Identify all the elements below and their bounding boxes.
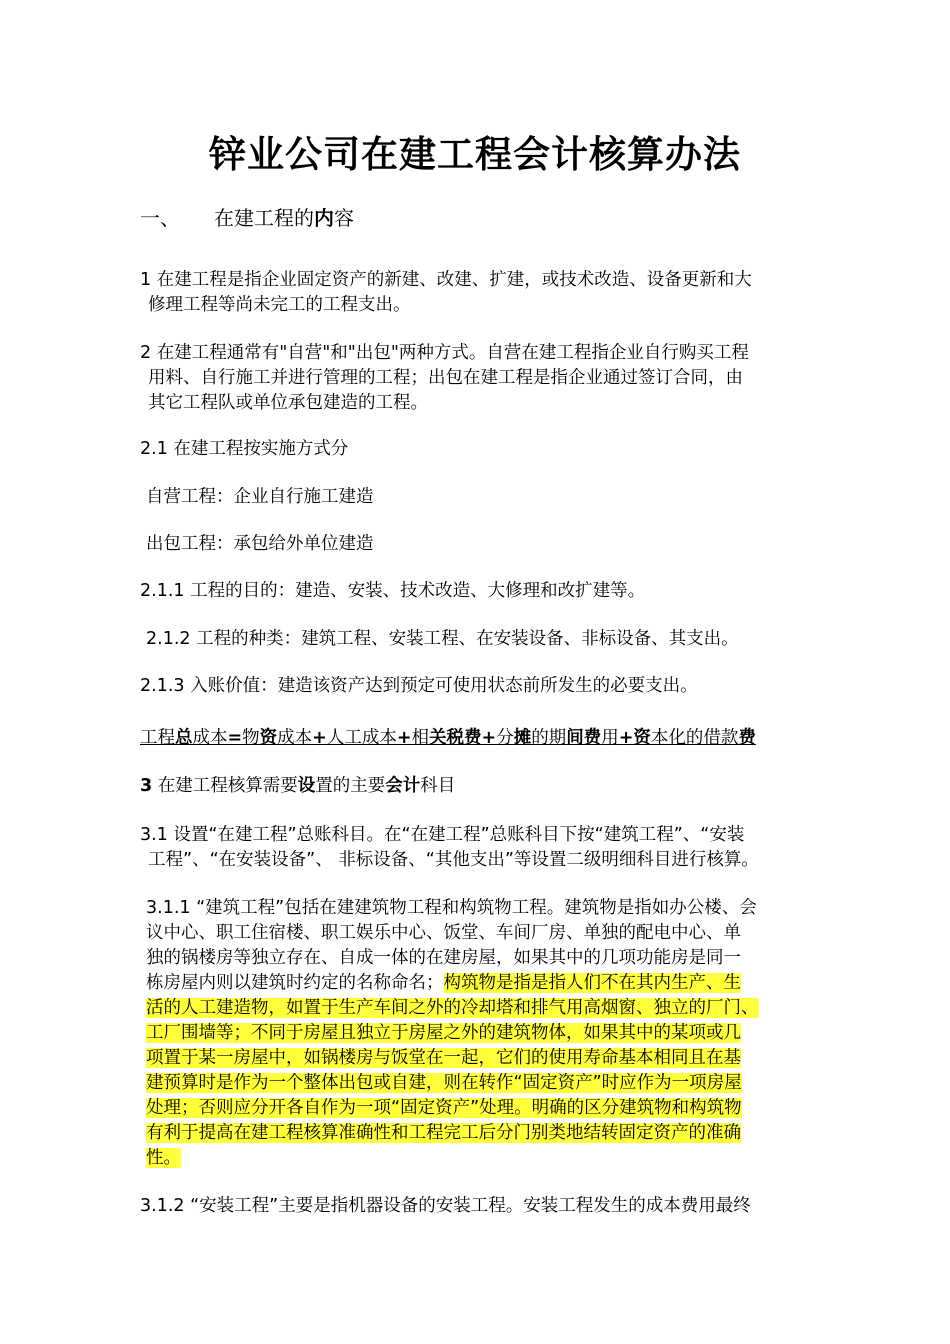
highlighted-line: 性。 <box>146 1148 181 1168</box>
section-number: 一、 <box>140 206 180 230</box>
paragraph-3-1-1-line-2: 议中心、职工住宿楼、职工娱乐中心、饭堂、车间厂房、单独的配电中心、单 <box>146 923 741 943</box>
section-heading-1: 一、 在建工程的内容 <box>140 206 354 230</box>
paragraph-2-1: 2.1 在建工程按实施方式分 <box>140 439 349 459</box>
highlighted-line: 项置于某一房屋中，如锅楼房与饭堂在一起，它们的使用寿命基本相同且在基 <box>146 1048 741 1068</box>
paragraph-2-1-3: 2.1.3 入账价值：建造该资产达到预定可使用状态前所发生的必要支出。 <box>140 676 698 696</box>
paragraph-2-1-2: 2.1.2 工程的种类：建筑工程、安装工程、在安装设备、非标设备、其支出。 <box>146 629 739 649</box>
paragraph-3-1-line-1: 3.1 设置“在建工程”总账科目。在“在建工程”总账科目下按“建筑工程”、“安装 <box>140 825 745 845</box>
highlighted-line: 建预算时是作为一个整体出包或自建，则在转作“固定资产”时应作为一项房屋 <box>146 1073 742 1093</box>
paragraph-3-1-1-line-4: 栋房屋内则以建筑时约定的名称命名；构筑物是指是指人们不在其内生产、生 <box>146 973 741 993</box>
paragraph-3-1-1-line-3: 独的锅楼房等独立存在、自成一体的在建房屋，如果其中的几项功能房是同一 <box>146 948 741 968</box>
self-built-project: 自营工程：企业自行施工建造 <box>146 487 374 507</box>
paragraph-1-line-2: 修理工程等尚未完工的工程支出。 <box>148 295 411 315</box>
paragraph-2-line-3: 其它工程队或单位承包建造的工程。 <box>148 393 428 413</box>
paragraph-3-1-line-2: 工程”、“在安装设备”、 非标设备、“其他支出”等设置二级明细科目进行核算。 <box>148 850 759 870</box>
contracted-project: 出包工程：承包给外单位建造 <box>146 534 374 554</box>
highlighted-line: 活的人工建造物，如置于生产车间之外的冷却塔和排气用高烟窗、独立的厂门、 <box>146 998 759 1018</box>
section-3-heading: 3 在建工程核算需要设置的主要会计科目 <box>140 776 456 796</box>
paragraph-2-line-1: 2 在建工程通常有"自营"和"出包"两种方式。自营在建工程指企业自行购买工程 <box>140 343 749 363</box>
document-title: 锌业公司在建工程会计核算办法 <box>209 132 741 176</box>
highlighted-line: 工厂围墙等；不同于房屋且独立于房屋之外的建筑物体，如果其中的某项或几 <box>146 1023 741 1043</box>
highlighted-text: 构筑物是指是指人们不在其内生产、生 <box>443 973 741 993</box>
highlighted-line: 处理；否则应分开各自作为一项“固定资产”处理。明确的区分建筑物和构筑物 <box>146 1098 742 1118</box>
cost-formula: 工程总成本=物资成本+人工成本+相关税费+分摊的期间费用+资本化的借款费 <box>140 728 756 748</box>
paragraph-3-1-2: 3.1.2 “安装工程”主要是指机器设备的安装工程。安装工程发生的成本费用最终 <box>140 1196 751 1216</box>
highlighted-line: 有利于提高在建工程核算准确性和工程完工后分门别类地结转固定资产的准确 <box>146 1123 741 1143</box>
paragraph-2-line-2: 用料、自行施工并进行管理的工程；出包在建工程是指企业通过签订合同，由 <box>148 368 743 388</box>
paragraph-2-1-1: 2.1.1 工程的目的：建造、安装、技术改造、大修理和改扩建等。 <box>140 581 646 601</box>
paragraph-3-1-1-line-1: 3.1.1 “建筑工程”包括在建建筑物工程和构筑物工程。建筑物是指如办公楼、会 <box>146 898 757 918</box>
paragraph-1-line-1: 1 在建工程是指企业固定资产的新建、改建、扩建，或技术改造、设备更新和大 <box>140 270 752 290</box>
